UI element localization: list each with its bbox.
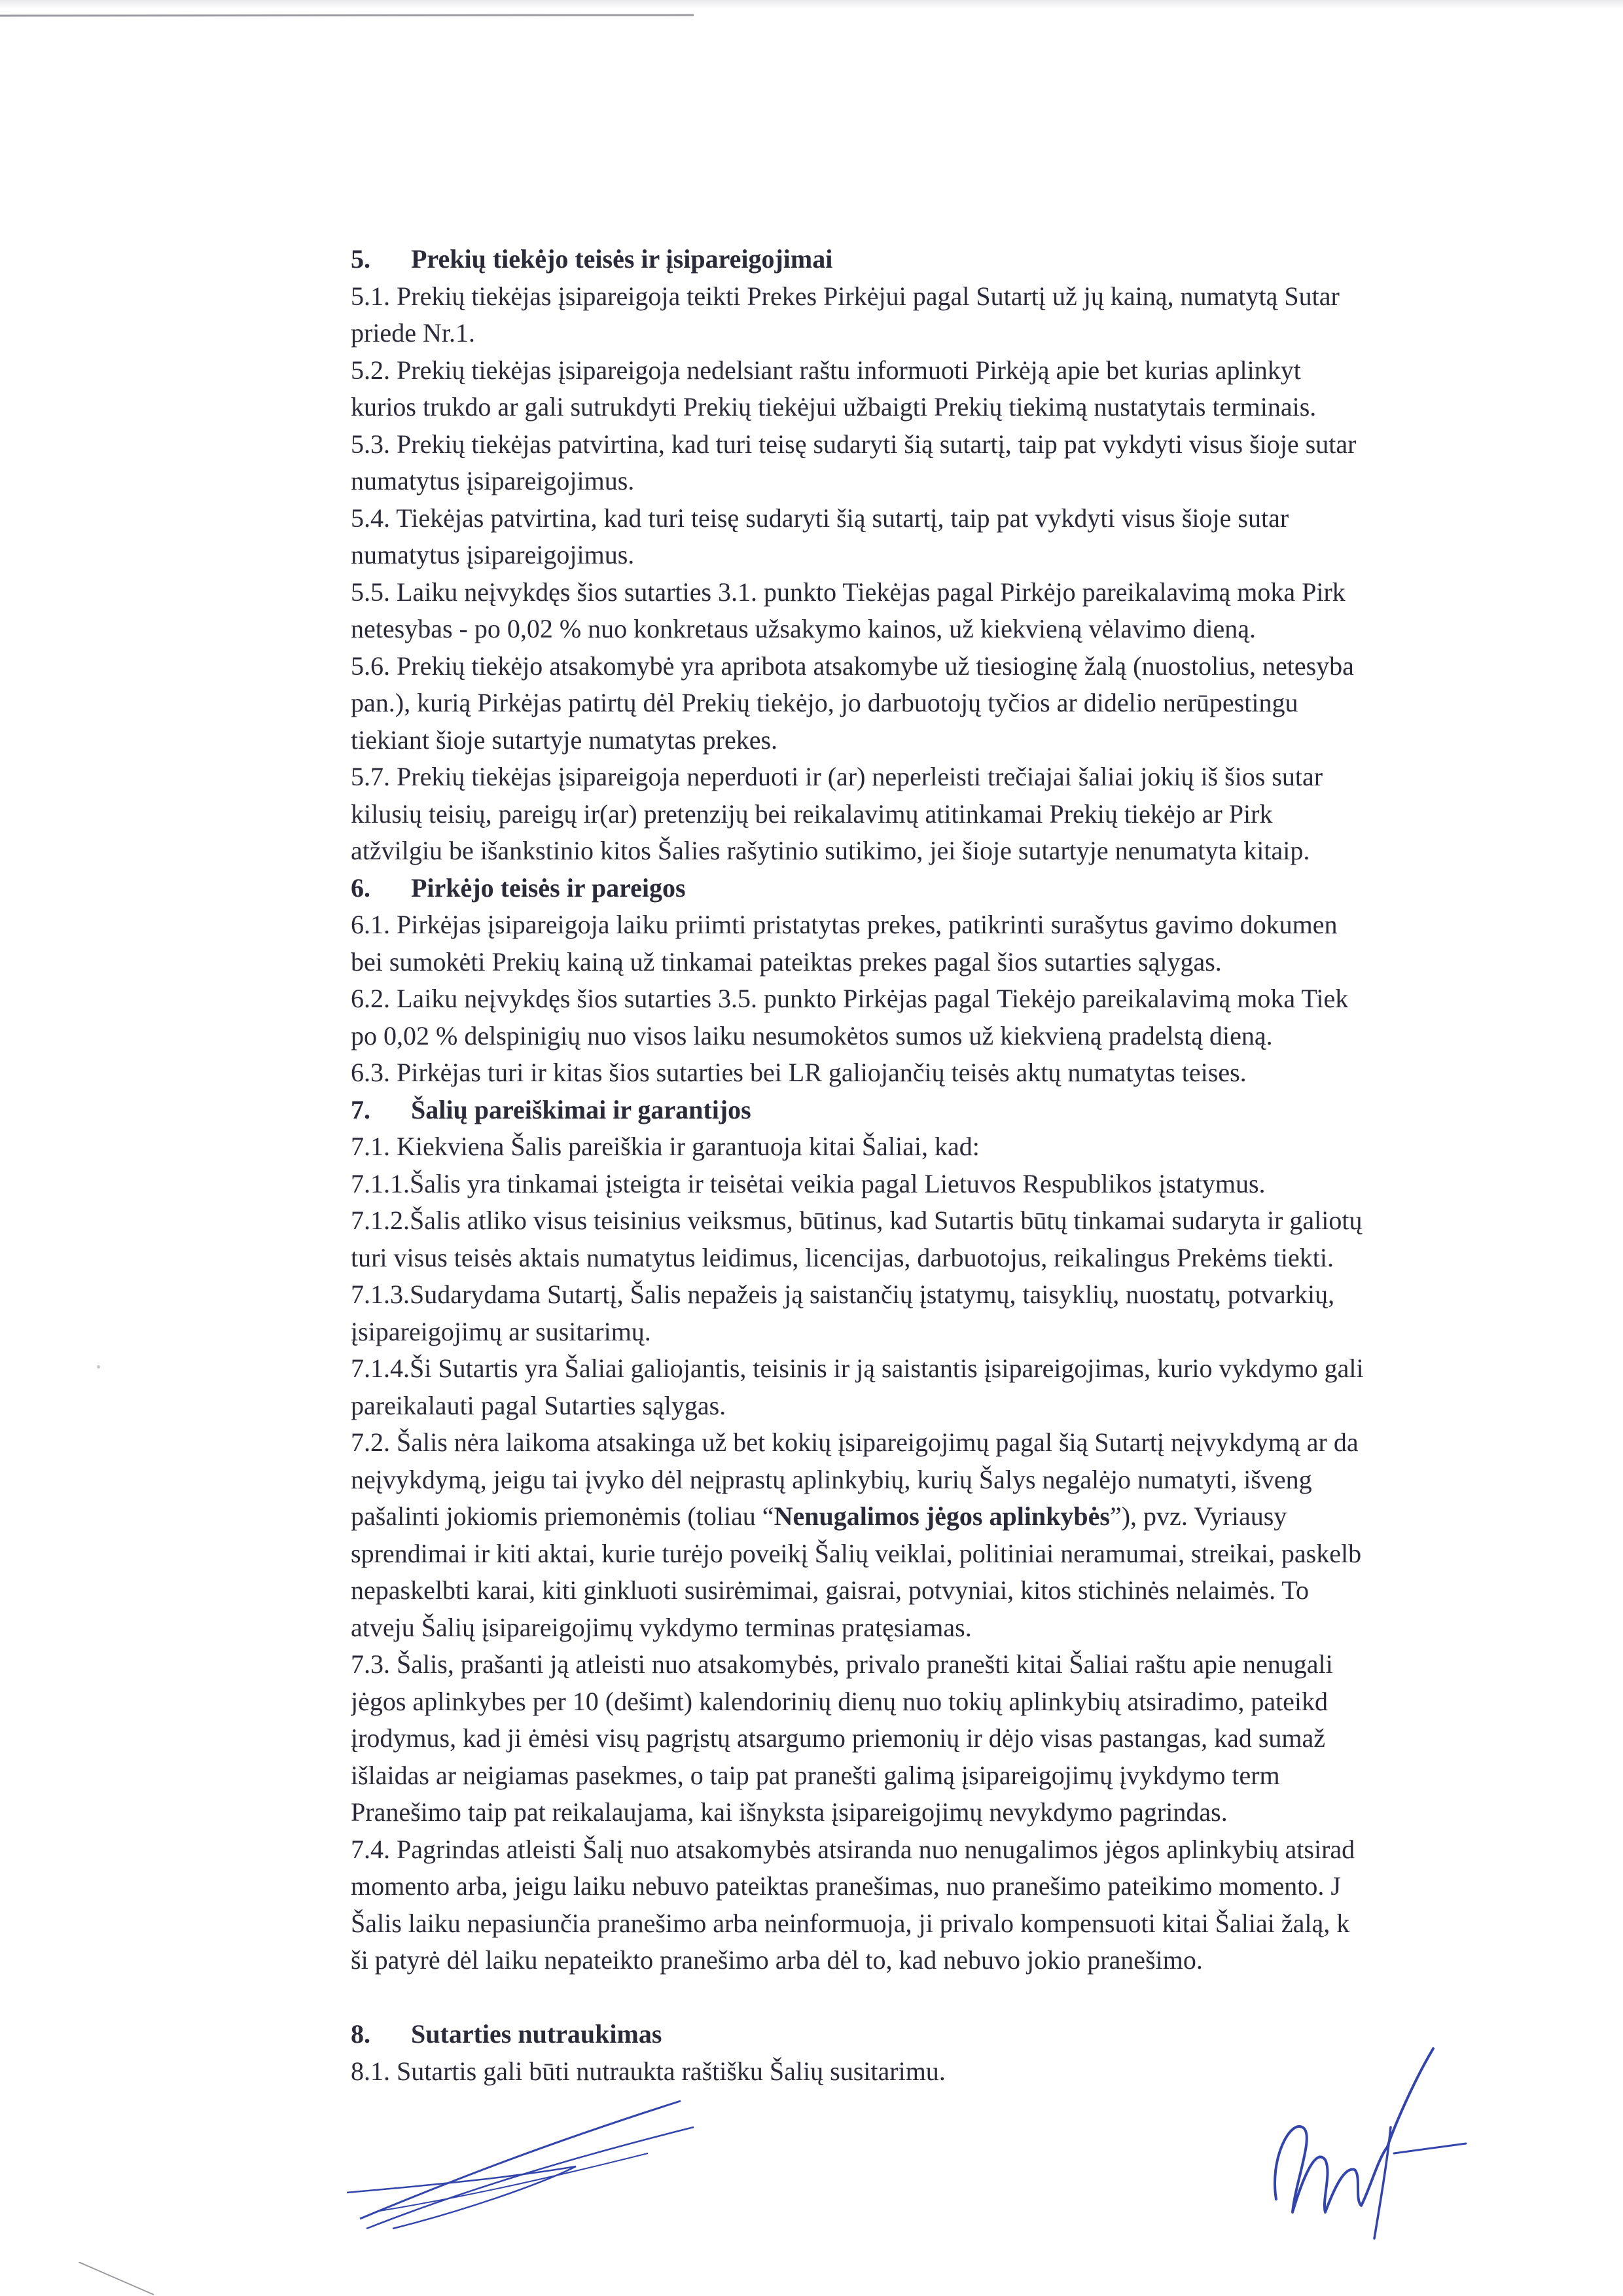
text-line: įsipareigojimų ar susitarimų. [351, 1316, 651, 1346]
text-line: numatytus įsipareigojimus. [351, 540, 635, 569]
text-line: momento arba, jeigu laiku nebuvo pateiktas pranešimas, nuo pranešimo pateikimo momento. J [351, 1871, 1341, 1901]
text-line: 5.1. Prekių tiekėjas įsipareigoja teikti Prekes Pirkėjui pagal Sutartį už jų kainą, numatytą Sutar [351, 281, 1340, 311]
text-line: Šalis laiku nepasiunčia pranešimo arba neinformuoja, ji privalo kompensuoti kitai Šaliai žalą, k [351, 1908, 1350, 1938]
text-line: jėgos aplinkybes per 10 (dešimt) kalendorinių dienų nuo tokių aplinkybių atsiradimo, pateikd [351, 1686, 1329, 1716]
text-line: atveju Šalių įsipareigojimų vykdymo terminas pratęsiamas. [351, 1612, 972, 1642]
section-title: Šalių pareiškimai ir garantijos [411, 1094, 751, 1124]
section-heading [351, 241, 1623, 278]
text-line: 8.1. Sutartis gali būti nutraukta raštišku Šalių susitarimu. [351, 2056, 946, 2086]
text-line: 7.1.2.Šalis atliko visus teisinius veiksmus, būtinus, kad Sutartis būtų tinkamai sudaryta ir galiotų [351, 1206, 1363, 1235]
text-line: priede Nr.1. [351, 318, 475, 348]
text-line: tiekiant šioje sutartyje numatytas prekes. [351, 725, 778, 755]
text-line: 5.2. Prekių tiekėjas įsipareigoja nedelsiant raštu informuoti Pirkėją apie bet kurias aplinkyt [351, 355, 1301, 385]
text-line: 7.3. Šalis, prašanti ją atleisti nuo atsakomybės, privalo pranešti kitai Šaliai raštu apie nenugali [351, 1649, 1333, 1679]
text-line: 7.1.3.Sudarydama Sutartį, Šalis nepažeis ją saistančių įstatymų, taisyklių, nuostatų, potvarkių, [351, 1280, 1335, 1309]
text-line: 5.3. Prekių tiekėjas patvirtina, kad turi teisę sudaryti šią sutartį, taip pat vykdyti visus šioje sutar [351, 429, 1357, 459]
text-line: atžvilgiu be išankstinio kitos Šalies rašytinio sutikimo, jei šioje sutartyje nenumatyta kitaip. [351, 836, 1310, 865]
text-segment: pašalinti jokiomis priemonėmis (toliau “ [351, 1501, 774, 1531]
scan-top-edge [0, 0, 1623, 9]
text-line: kilusių teisių, pareigų ir(ar) pretenzijų bei reikalavimų atitinkamai Prekių tiekėjo ar Pirk [351, 798, 1273, 829]
text-line: 6.3. Pirkėjas turi ir kitas šios sutarties bei LR galiojančių teisės aktų numatytas teises. [351, 1058, 1247, 1087]
scan-top-line [0, 14, 694, 17]
paragraph-gap [351, 1979, 1623, 2017]
text-line: sprendimai ir kiti aktai, kurie turėjo poveikį Šalių veiklai, politiniai neramumai, streikai, paskelb [351, 1538, 1362, 1568]
text-line: įrodymus, kad ji ėmėsi visų pagrįstų atsargumo priemonių ir dėjo visas pastangas, kad sumaž [351, 1723, 1326, 1753]
text-line: turi visus teisės aktais numatytus leidimus, licencijas, darbuotojus, reikalingus Prekėms tiekti. [351, 1242, 1334, 1272]
text-line: pan.), kurią Pirkėjas patirtų dėl Prekių tiekėjo, jo darbuotojų tyčios ar didelio nerūpestingu [351, 688, 1298, 717]
text-line: išlaidas ar neigiamas pasekmes, o taip pat pranešti galimą įsipareigojimų įvykdymo term [351, 1760, 1280, 1790]
text-line: 6.2. Laiku neįvykdęs šios sutarties 3.5. punkto Pirkėjas pagal Tiekėjo pareikalavimą moka Tiek [351, 984, 1349, 1013]
section-number: 6. [351, 872, 370, 903]
scan-speck [97, 1365, 100, 1369]
section-title: Prekių tiekėjo teisės ir įsipareigojimai [411, 244, 833, 274]
text-line: 5.7. Prekių tiekėjas įsipareigoja neperduoti ir (ar) neperleisti trečiajai šaliai jokių iš šios sutar [351, 762, 1323, 791]
text-line: 7.4. Pagrindas atleisti Šalį nuo atsakomybės atsiranda nuo nenugalimos jėgos aplinkybių atsirad [351, 1834, 1355, 1864]
text-line: 5.4. Tiekėjas patvirtina, kad turi teisę sudaryti šią sutartį, taip pat vykdyti visus šioje sutar [351, 503, 1289, 533]
text-line: pareikalauti pagal Sutarties sąlygas. [351, 1390, 726, 1420]
section-number: 7. [351, 1094, 370, 1124]
text-line: netesybas - po 0,02 % nuo konkretaus užsakymo kainos, už kiekvieną vėlavimo dieną. [351, 614, 1256, 643]
text-line: bei sumokėti Prekių kainą už tinkamai pateiktas prekes pagal šios sutarties sąlygas. [351, 946, 1222, 977]
signature-left-scribble [340, 2088, 707, 2238]
text-line: neįvykdymą, jeigu tai įvyko dėl neįprastų aplinkybių, kurių Šalys negalėjo numatyti, išveng [351, 1464, 1312, 1494]
defined-term: Nenugalimos jėgos aplinkybės [774, 1501, 1110, 1531]
text-line: 7.1.4.Ši Sutartis yra Šaliai galiojantis, teisinis ir ją saistantis įsipareigojimas, kurio vykdymo gali [351, 1354, 1364, 1383]
text-line: 6.1. Pirkėjas įsipareigoja laiku priimti pristatytas prekes, patikrinti surašytus gavimo dokumen [351, 910, 1338, 939]
text-line: 5.6. Prekių tiekėjo atsakomybė yra apribota atsakomybe už tiesioginę žalą (nuostolius, netesyba [351, 651, 1354, 681]
text-line: kurios trukdo ar gali sutrukdyti Prekių tiekėjui užbaigti Prekių tiekimą nustatytais terminais. [351, 392, 1317, 422]
section-heading [351, 870, 1623, 907]
contract-page-body [351, 241, 1623, 2090]
section-title: Pirkėjo teisės ir pareigos [411, 872, 686, 903]
signature-right [1263, 2029, 1472, 2245]
section-number: 5. [351, 244, 370, 274]
section-heading [351, 1092, 1623, 1129]
text-line: nepaskelbti karai, kiti ginkluoti susirėmimai, gaisrai, potvyniai, kitos stichinės nelaimės. To [351, 1575, 1310, 1605]
text-line: 5.5. Laiku neįvykdęs šios sutarties 3.1. punkto Tiekėjas pagal Pirkėjo pareikalavimą moka Pirk [351, 577, 1346, 607]
text-line: 7.2. Šalis nėra laikoma atsakinga už bet kokių įsipareigojimų pagal šią Sutartį neįvykdymą ar da [351, 1427, 1359, 1457]
text-segment: ”), pvz. Vyriausy [1109, 1501, 1287, 1531]
text-line: numatytus įsipareigojimus. [351, 466, 635, 495]
text-line [351, 1498, 1623, 1535]
text-line: 7.1. Kiekviena Šalis pareiškia ir garantuoja kitai Šaliai, kad: [351, 1132, 980, 1161]
section-title: Sutarties nutraukimas [411, 2019, 662, 2049]
text-line: 7.1.1.Šalis yra tinkamai įsteigta ir teisėtai veikia pagal Lietuvos Respublikos įstatymus. [351, 1168, 1266, 1198]
text-line: po 0,02 % delspinigių nuo visos laiku nesumokėtos sumos už kiekvieną pradelstą dieną. [351, 1020, 1273, 1050]
text-line: ši patyrė dėl laiku nepateikto pranešimo arba dėl to, kad nebuvo jokio pranešimo. [351, 1945, 1203, 1975]
section-number: 8. [351, 2019, 370, 2049]
text-line: Pranešimo taip pat reikalaujama, kai išnyksta įsipareigojimų nevykdymo pagrindas. [351, 1797, 1228, 1827]
scan-corner-mark [79, 2262, 157, 2296]
